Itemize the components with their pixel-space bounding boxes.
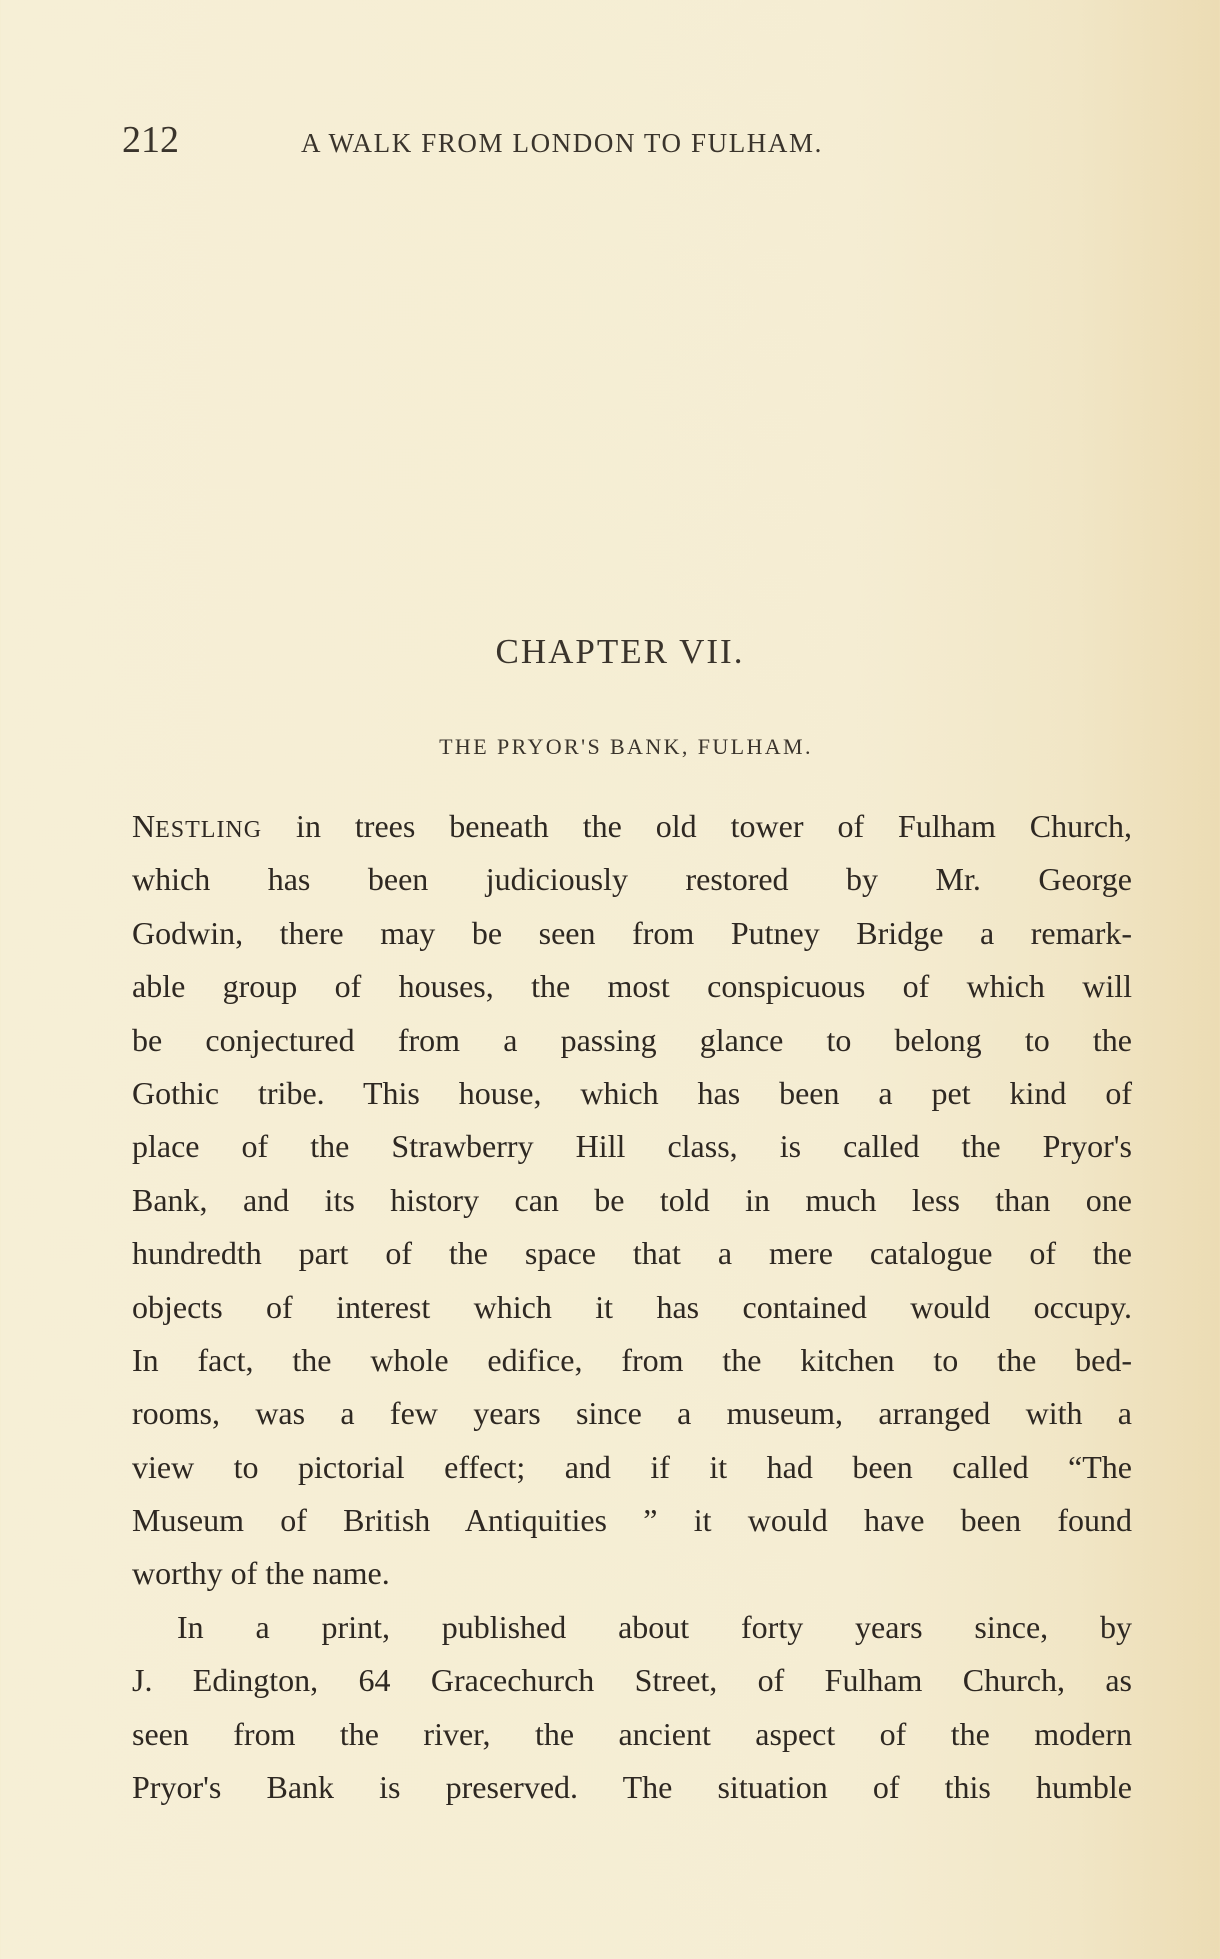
drop-word-initial: N [132, 808, 156, 844]
text-line: which has been judiciously restored by Mr. George [132, 861, 1132, 898]
text-line: worthy of the name. [132, 1555, 390, 1592]
text-line: place of the Strawberry Hill class, is called the Pryor's [132, 1128, 1132, 1165]
text-line: view to pictorial effect; and if it had been called “The [132, 1448, 1132, 1485]
chapter-title: CHAPTER VII. [495, 632, 745, 671]
text-line: be conjectured from a passing glance to belong to the [132, 1021, 1132, 1058]
text-line: rooms, was a few years since a museum, arranged with a [132, 1395, 1132, 1432]
chapter-subtitle: THE PRYOR'S BANK, FULHAM. [439, 734, 813, 759]
text-line: In a print, published about forty years since, by [177, 1608, 1132, 1645]
drop-word-rest: ESTLING [155, 817, 263, 843]
body-text [132, 800, 1132, 1814]
text-line: J. Edington, 64 Gracechurch Street, of Fulham Church, as [132, 1662, 1132, 1699]
text-line: objects of interest which it has contained would occupy. [132, 1288, 1132, 1325]
text-line: seen from the river, the ancient aspect of the modern [132, 1715, 1132, 1752]
text-line: hundredth part of the space that a mere catalogue of the [132, 1235, 1132, 1272]
text-line: Museum of British Antiquities ” it would have been found [132, 1502, 1132, 1539]
text-line: In fact, the whole edifice, from the kitchen to the bed- [132, 1341, 1132, 1378]
text-line: Pryor's Bank is preserved. The situation of this humble [132, 1769, 1132, 1806]
text-line [132, 800, 1132, 853]
text-line: able group of houses, the most conspicuous of which will [132, 968, 1132, 1005]
text-line: Gothic tribe. This house, which has been a pet kind of [132, 1074, 1132, 1111]
text-line: Bank, and its history can be told in much less than one [132, 1181, 1132, 1218]
page-number: 212 [122, 119, 179, 161]
first-line-rest: in trees beneath the old tower of Fulham Church, [262, 808, 1132, 844]
running-head [122, 118, 1022, 168]
running-title: A WALK FROM LONDON TO FULHAM. [301, 128, 823, 158]
text-line: Godwin, there may be seen from Putney Bridge a remark- [132, 914, 1132, 951]
